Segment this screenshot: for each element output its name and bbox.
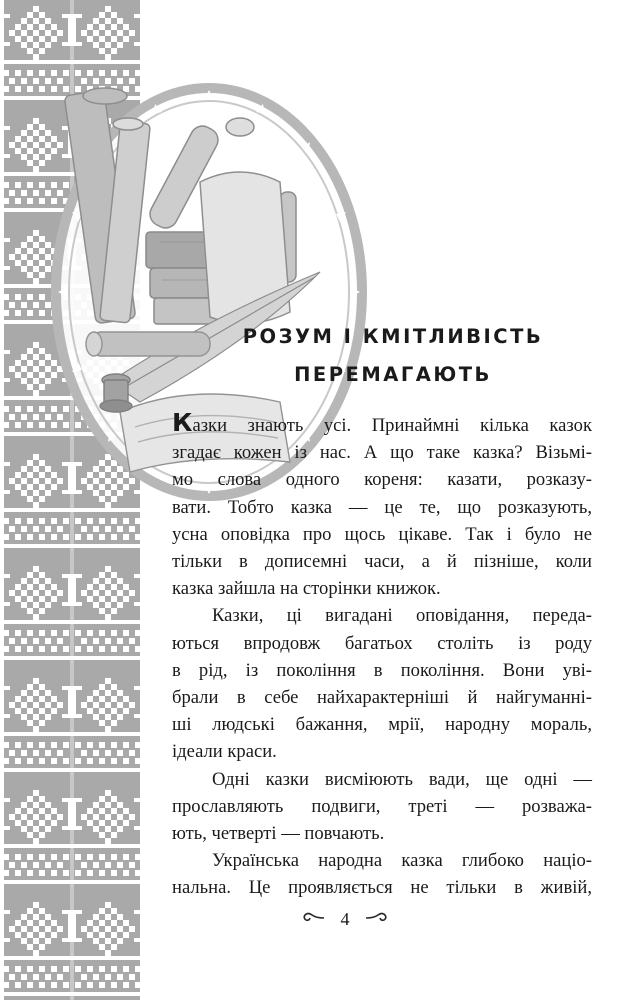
text-line: усна оповідка про щось цікаве. Так і було не: [172, 523, 592, 545]
text-line: азки знають усі. Принаймні кілька казок: [192, 415, 592, 436]
swirl-right-icon: [364, 912, 388, 924]
text-line: згадає кожен із нас. А що таке казка? Візьмі-: [172, 442, 592, 464]
text-line: ші людські бажання, мрії, народну мораль,: [172, 714, 592, 736]
paragraph-2: [172, 602, 592, 765]
text-line: прославляють подвиги, треті — розважа-: [172, 795, 592, 817]
page-number-text: 4: [340, 909, 350, 929]
swirl-left-icon: [302, 912, 326, 924]
text-line: брали в себе найхарактерніші й найгуманні-: [172, 687, 592, 709]
text-line: вати. Тобто казка — це те, що розказують,: [172, 496, 592, 518]
chapter-title: [228, 318, 558, 394]
text-line: Українська народна казка глибоко націо-: [212, 850, 592, 872]
body-text: [172, 408, 592, 902]
text-line: мо слова одного кореня: казати, розказу-: [172, 469, 592, 491]
text-line: ються впродовж багатьох століть із роду: [172, 632, 592, 654]
text-line: ідеали краси.: [172, 741, 277, 763]
drop-cap: К: [172, 408, 193, 437]
text-line: Одні казки висміюють вади, ще одні —: [212, 768, 592, 790]
paragraph-1: [172, 408, 592, 602]
paragraph-4: [172, 847, 592, 901]
chapter-title-line-1: РОЗУМ І КМІТЛИВІСТЬ: [242, 325, 544, 348]
text-line: Казки, ці вигадані оповідання, переда-: [212, 605, 592, 627]
chapter-title-line-2: ПЕРЕМАГАЮТЬ: [294, 363, 492, 386]
page-number: [300, 906, 390, 936]
text-line: нальна. Це проявляється не тільки в живій,: [172, 877, 592, 899]
paragraph-3: [172, 766, 592, 848]
text-line: ють, четверті — повчають.: [172, 823, 385, 845]
text-line: в рід, із покоління в покоління. Вони уві-: [172, 659, 592, 681]
text-line: казка зайшла на сторінки книжок.: [172, 578, 441, 600]
text-line: тільки в дописемні часи, а й пізніше, коли: [172, 551, 592, 573]
